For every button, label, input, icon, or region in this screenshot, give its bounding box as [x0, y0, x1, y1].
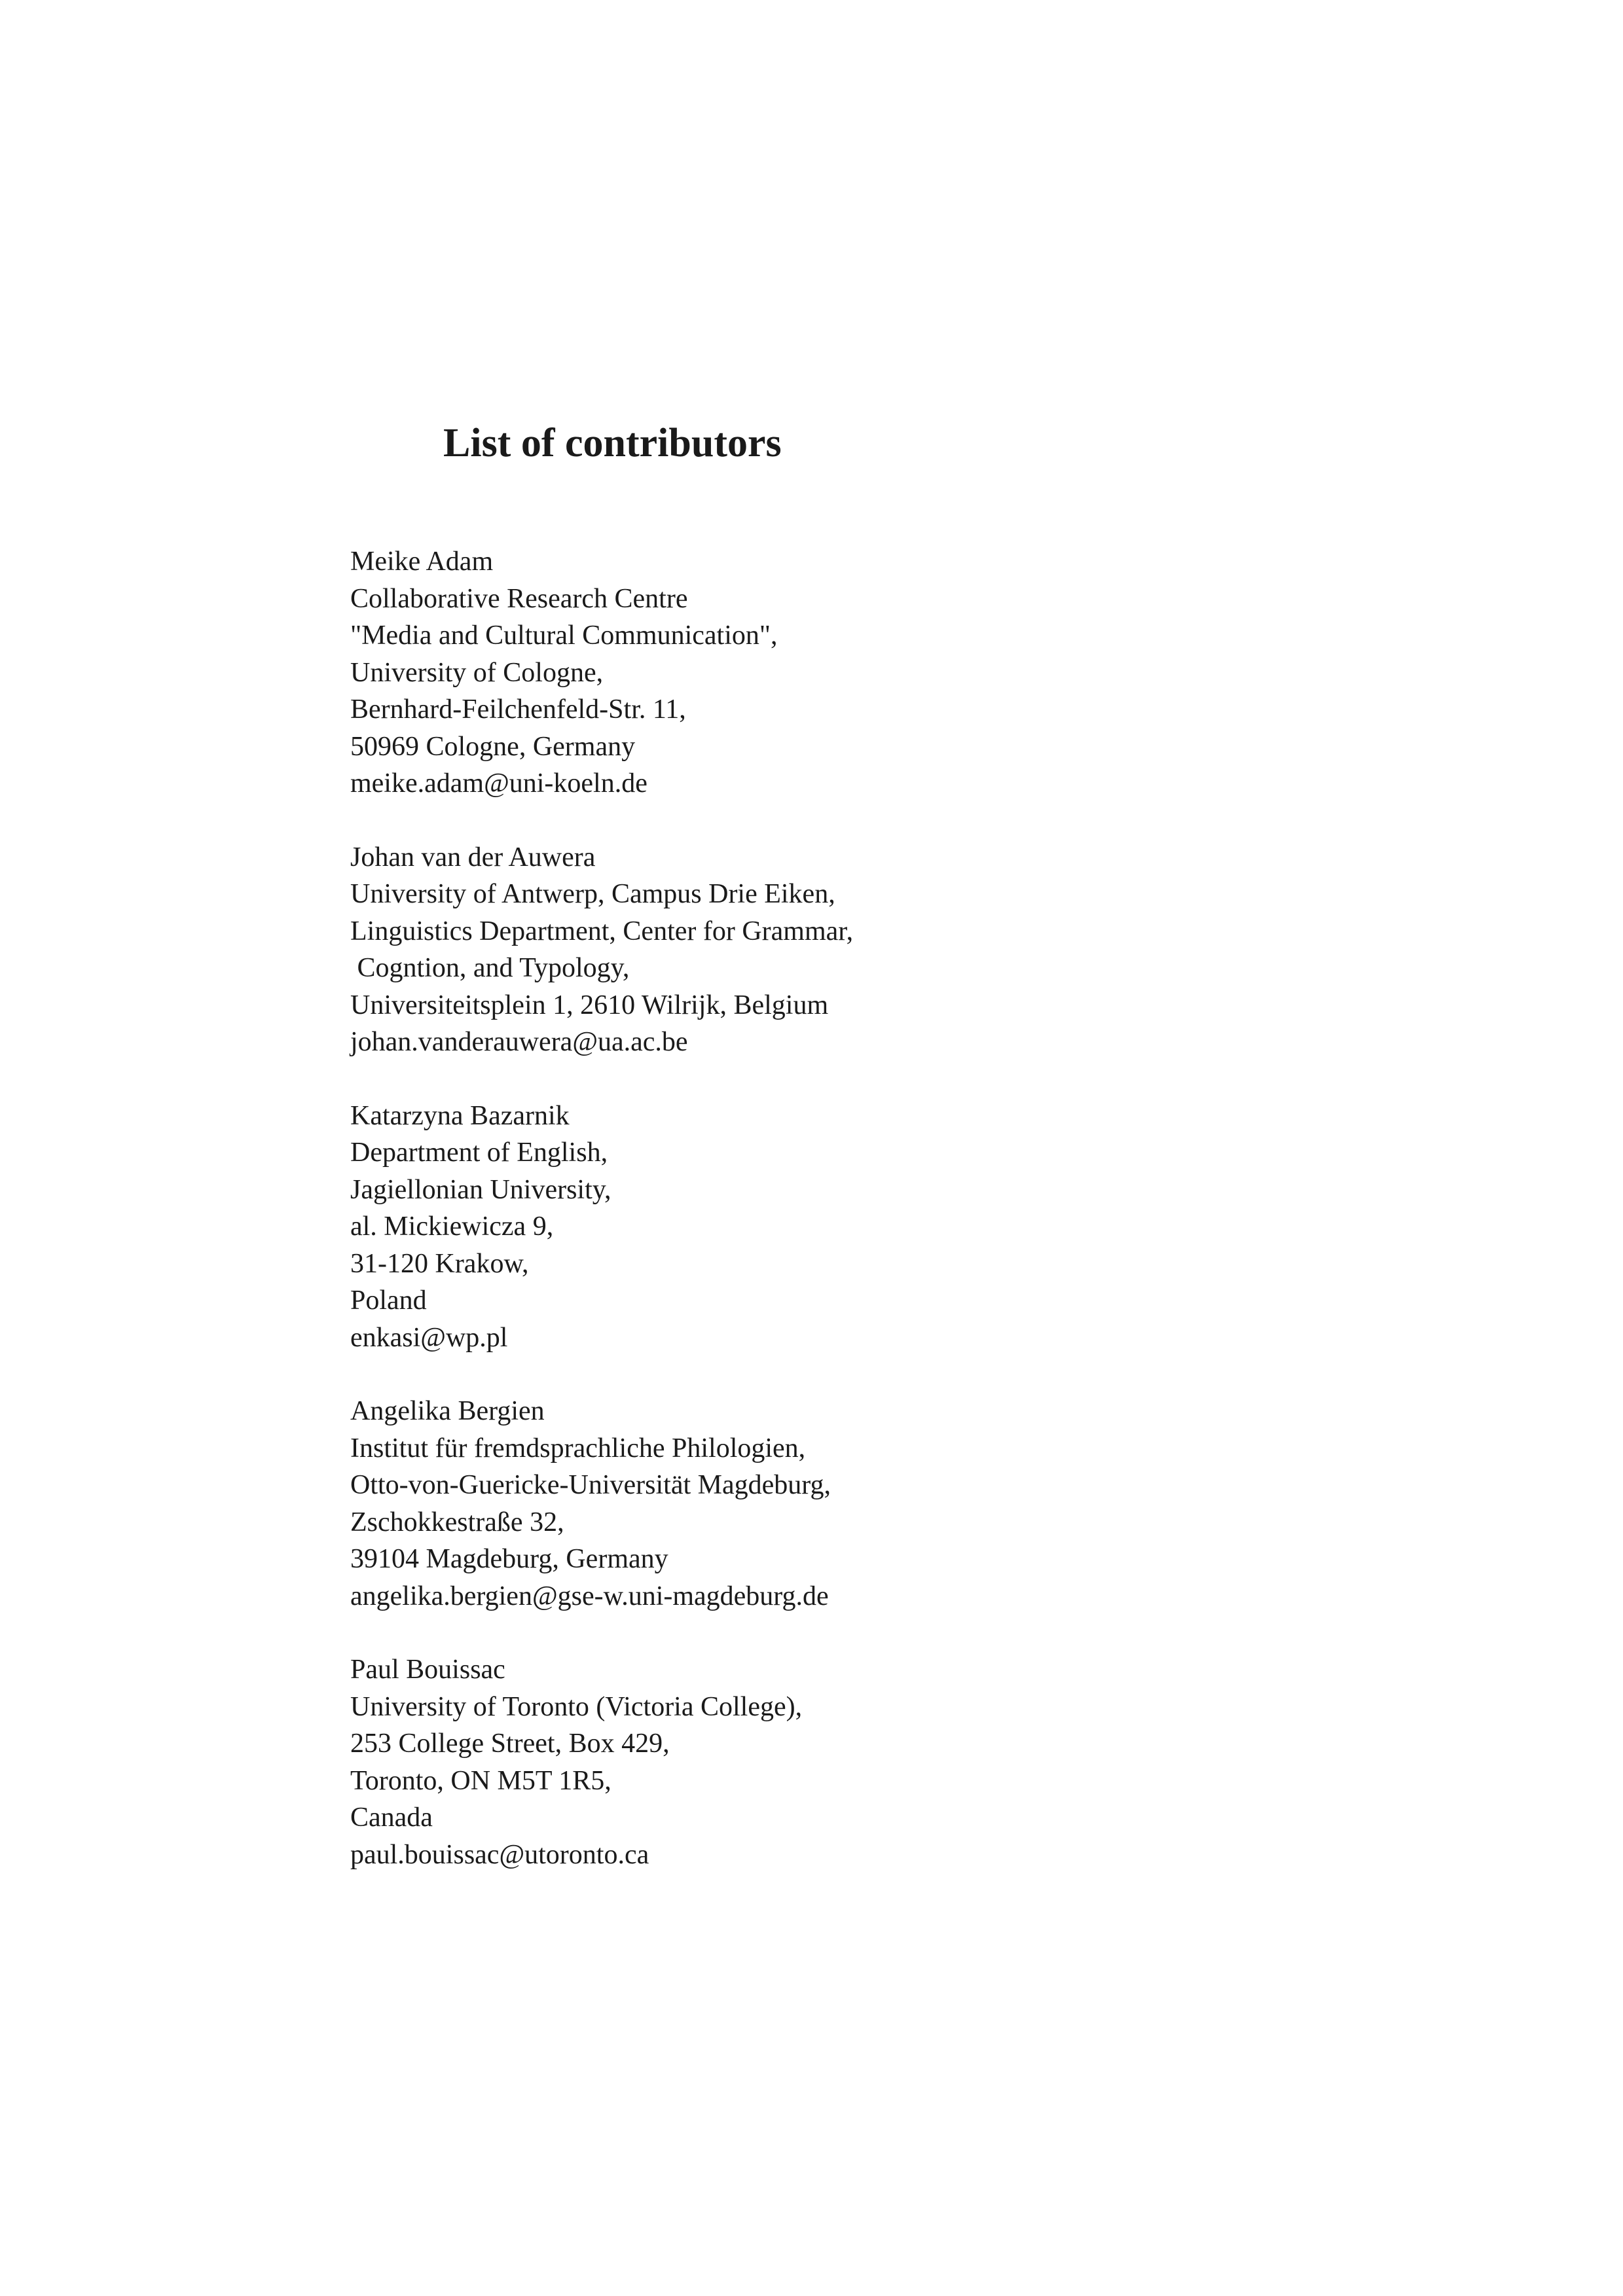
address-line: Linguistics Department, Center for Grammar, — [350, 916, 854, 946]
contributor-entry — [350, 1098, 1332, 1357]
address-line: Department of English, — [350, 1138, 608, 1168]
contributor-entry — [350, 1393, 1332, 1615]
address-line: Collaborative Research Centre — [350, 583, 688, 614]
contributor-entry — [350, 839, 1332, 1061]
address-line: "Media and Cultural Communication", — [350, 620, 778, 651]
address-line: University of Cologne, — [350, 657, 604, 688]
contributor-name: Meike Adam — [350, 547, 494, 577]
contributor-email: angelika.bergien@gse-w.uni-magdeburg.de — [350, 1581, 829, 1611]
address-line: Bernhard-Feilchenfeld-Str. 11, — [350, 694, 686, 725]
address-line: Cogntion, and Typology, — [350, 953, 630, 983]
contributor-name: Angelika Bergien — [350, 1396, 545, 1426]
contributor-name: Johan van der Auwera — [350, 842, 596, 872]
address-line: Toronto, ON M5T 1R5, — [350, 1765, 611, 1796]
contributors-list — [350, 543, 1332, 1910]
address-line: Institut für fremdsprachliche Philologien, — [350, 1433, 806, 1463]
address-line: University of Antwerp, Campus Drie Eiken, — [350, 879, 835, 909]
address-line: Canada — [350, 1803, 433, 1833]
address-line: Zschokkestraße 32, — [350, 1507, 564, 1537]
address-line: 253 College Street, Box 429, — [350, 1729, 670, 1759]
contributor-entry — [350, 1651, 1332, 1873]
contributor-email: paul.bouissac@utoronto.ca — [350, 1839, 649, 1870]
contributor-email: enkasi@wp.pl — [350, 1322, 508, 1353]
contributor-entry — [350, 543, 1332, 802]
contributor-name: Katarzyna Bazarnik — [350, 1100, 570, 1131]
contributor-email: johan.vanderauwera@ua.ac.be — [350, 1027, 688, 1057]
contributor-name: Paul Bouissac — [350, 1655, 505, 1685]
address-line: 31-120 Krakow, — [350, 1248, 529, 1279]
address-line: 39104 Magdeburg, Germany — [350, 1544, 668, 1574]
page-title: List of contributors — [443, 421, 782, 465]
address-line: Otto-von-Guericke-Universität Magdeburg, — [350, 1470, 831, 1500]
contributor-email: meike.adam@uni-koeln.de — [350, 768, 647, 798]
address-line: Poland — [350, 1285, 427, 1316]
address-line: Universiteitsplein 1, 2610 Wilrijk, Belgium — [350, 990, 829, 1020]
address-line: 50969 Cologne, Germany — [350, 731, 636, 762]
address-line: al. Mickiewicza 9, — [350, 1211, 554, 1242]
address-line: Jagiellonian University, — [350, 1174, 611, 1205]
address-line: University of Toronto (Victoria College), — [350, 1691, 803, 1722]
